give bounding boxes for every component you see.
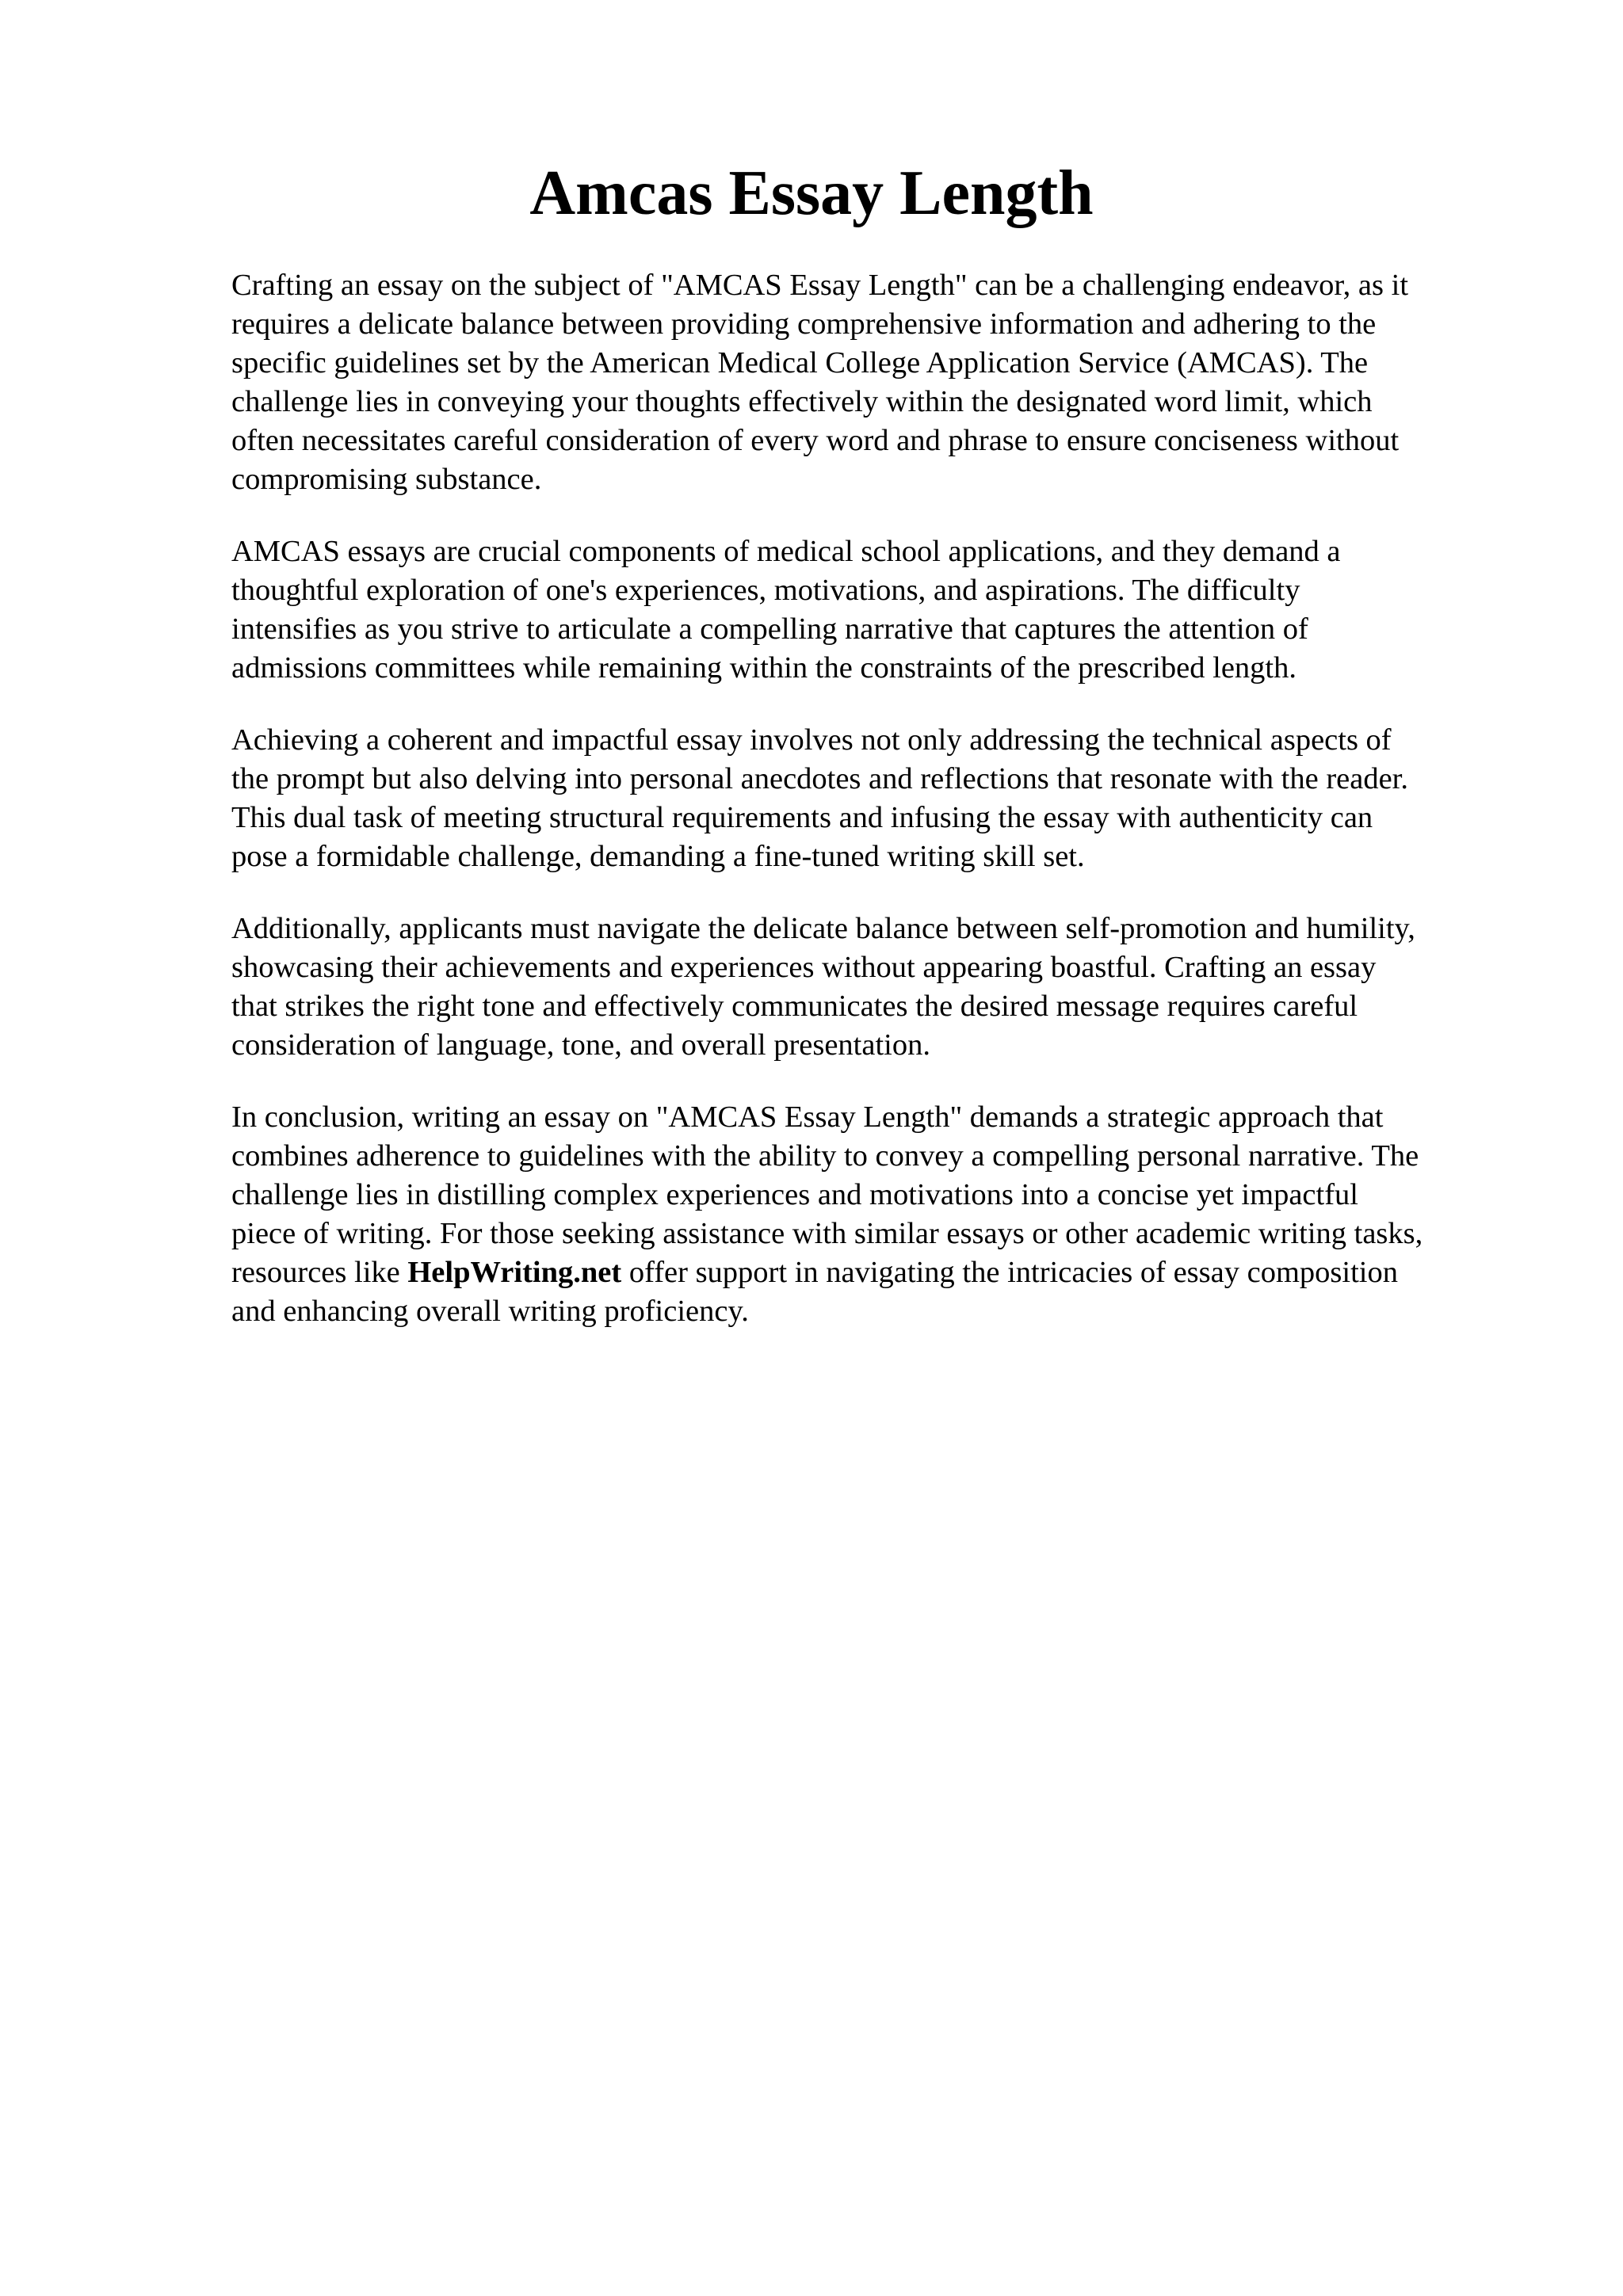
text-line: often necessitates careful consideration of every word and phrase to ensure conciseness without bbox=[231, 424, 1400, 457]
text-line: piece of writing. For those seeking assistance with similar essays or other academic writing tasks, bbox=[231, 1217, 1423, 1250]
text-line: specific guidelines set by the American Medical College Application Service (AMCAS). The bbox=[231, 346, 1369, 379]
text-line: showcasing their achievements and experiences without appearing boastful. Crafting an essay bbox=[231, 951, 1377, 984]
essay-body bbox=[231, 266, 1531, 1364]
brand-line-prefix: resources like bbox=[231, 1256, 408, 1289]
text-line: and enhancing overall writing proficiency. bbox=[231, 1295, 749, 1328]
text-line: Achieving a coherent and impactful essay involves not only addressing the technical aspects of bbox=[231, 723, 1392, 757]
text-line: thoughtful exploration of one's experiences, motivations, and aspirations. The difficulty bbox=[231, 574, 1300, 607]
text-line-with-brand bbox=[231, 1253, 1531, 1292]
page-title: Amcas Essay Length bbox=[529, 158, 1094, 228]
text-line: challenge lies in distilling complex experiences and motivations into a concise yet impactful bbox=[231, 1178, 1358, 1211]
text-line: This dual task of meeting structural requirements and infusing the essay with authenticity can bbox=[231, 801, 1373, 834]
text-line: Crafting an essay on the subject of "AMCAS Essay Length" can be a challenging endeavor, as it bbox=[231, 269, 1409, 302]
text-line: pose a formidable challenge, demanding a fine-tuned writing skill set. bbox=[231, 840, 1085, 873]
text-line: AMCAS essays are crucial components of medical school applications, and they demand a bbox=[231, 535, 1341, 568]
text-line: combines adherence to guidelines with the ability to convey a compelling personal narrative. The bbox=[231, 1139, 1419, 1173]
text-line: intensifies as you strive to articulate a compelling narrative that captures the attention of bbox=[231, 612, 1308, 646]
paragraph-coherent-essay bbox=[231, 721, 1531, 876]
text-line: requires a delicate balance between providing comprehensive information and adhering to the bbox=[231, 307, 1377, 341]
text-line: compromising substance. bbox=[231, 463, 542, 496]
text-line: challenge lies in conveying your thoughts effectively within the designated word limit, which bbox=[231, 385, 1373, 418]
text-line: the prompt but also delving into personal anecdotes and reflections that resonate with the reader. bbox=[231, 762, 1408, 795]
helpwriting-brand-link[interactable]: HelpWriting.net bbox=[407, 1256, 622, 1289]
paragraph-self-promotion bbox=[231, 910, 1531, 1065]
paragraph-conclusion bbox=[231, 1098, 1531, 1331]
brand-line-suffix: offer support in navigating the intricacies of essay composition bbox=[621, 1256, 1398, 1289]
text-line: consideration of language, tone, and overall presentation. bbox=[231, 1028, 930, 1062]
text-line: admissions committees while remaining within the constraints of the prescribed length. bbox=[231, 651, 1297, 685]
text-line: that strikes the right tone and effectively communicates the desired message requires careful bbox=[231, 990, 1358, 1023]
text-line: In conclusion, writing an essay on "AMCAS Essay Length" demands a strategic approach that bbox=[231, 1100, 1384, 1134]
paragraph-amcas-essays bbox=[231, 532, 1531, 688]
paragraph-intro bbox=[231, 266, 1531, 499]
text-line: Additionally, applicants must navigate the delicate balance between self-promotion and humility, bbox=[231, 912, 1415, 945]
